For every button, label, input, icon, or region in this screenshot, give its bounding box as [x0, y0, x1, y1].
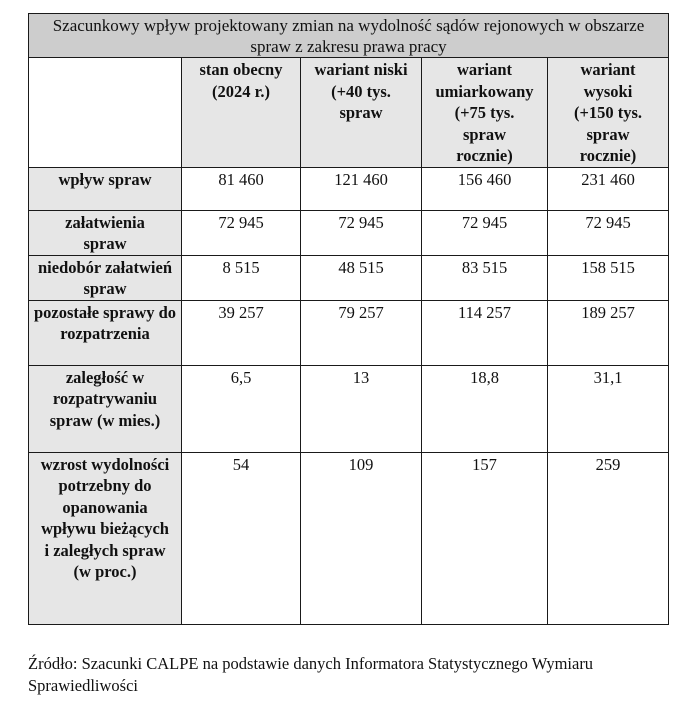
value-cell: 79 257	[301, 300, 422, 365]
row-label: załatwienia spraw	[29, 210, 182, 255]
value-cell: 39 257	[182, 300, 301, 365]
value-cell: 259	[548, 452, 669, 624]
value-cell: 31,1	[548, 365, 669, 452]
value-cell: 72 945	[422, 210, 548, 255]
table-row	[29, 167, 669, 210]
table-row	[29, 452, 669, 624]
value-cell: 156 460	[422, 167, 548, 210]
value-cell: 72 945	[182, 210, 301, 255]
value-cell: 189 257	[548, 300, 669, 365]
value-cell: 48 515	[301, 255, 422, 300]
value-cell: 54	[182, 452, 301, 624]
row-label: niedobór załatwień spraw	[29, 255, 182, 300]
value-cell: 72 945	[301, 210, 422, 255]
row-label: wzrost wydolności potrzebny do opanowania wpływu bieżących i zaległych spraw (w proc.)	[29, 452, 182, 624]
table-row	[29, 255, 669, 300]
value-cell: 83 515	[422, 255, 548, 300]
capacity-table	[28, 13, 669, 625]
value-cell: 114 257	[422, 300, 548, 365]
row-label: wpływ spraw	[29, 167, 182, 210]
value-cell: 158 515	[548, 255, 669, 300]
column-header-high: wariant wysoki (+150 tys. spraw rocznie)	[548, 58, 669, 168]
column-header-low: wariant niski (+40 tys. spraw	[301, 58, 422, 168]
table-row	[29, 210, 669, 255]
value-cell: 109	[301, 452, 422, 624]
corner-cell	[29, 58, 182, 168]
value-cell: 6,5	[182, 365, 301, 452]
value-cell: 121 460	[301, 167, 422, 210]
column-header-current: stan obecny (2024 r.)	[182, 58, 301, 168]
row-label: pozostałe sprawy do rozpatrzenia	[29, 300, 182, 365]
source-note: Źródło: Szacunki CALPE na podstawie danych Informatora Statystycznego Wymiaru Sprawiedliwości	[28, 654, 594, 695]
value-cell: 231 460	[548, 167, 669, 210]
table-row	[29, 300, 669, 365]
table-row	[29, 365, 669, 452]
value-cell: 18,8	[422, 365, 548, 452]
row-label: zaległość w rozpatrywaniu spraw (w mies.)	[29, 365, 182, 452]
value-cell: 157	[422, 452, 548, 624]
value-cell: 72 945	[548, 210, 669, 255]
value-cell: 13	[301, 365, 422, 452]
column-header-moderate: wariant umiarkowany (+75 tys. spraw rocznie)	[422, 58, 548, 168]
value-cell: 81 460	[182, 167, 301, 210]
column-header-row	[29, 58, 669, 168]
value-cell: 8 515	[182, 255, 301, 300]
table-title: Szacunkowy wpływ projektowany zmian na wydolność sądów rejonowych w obszarze spraw z zakresu prawa pracy	[29, 14, 669, 58]
table-title-row	[29, 14, 669, 58]
